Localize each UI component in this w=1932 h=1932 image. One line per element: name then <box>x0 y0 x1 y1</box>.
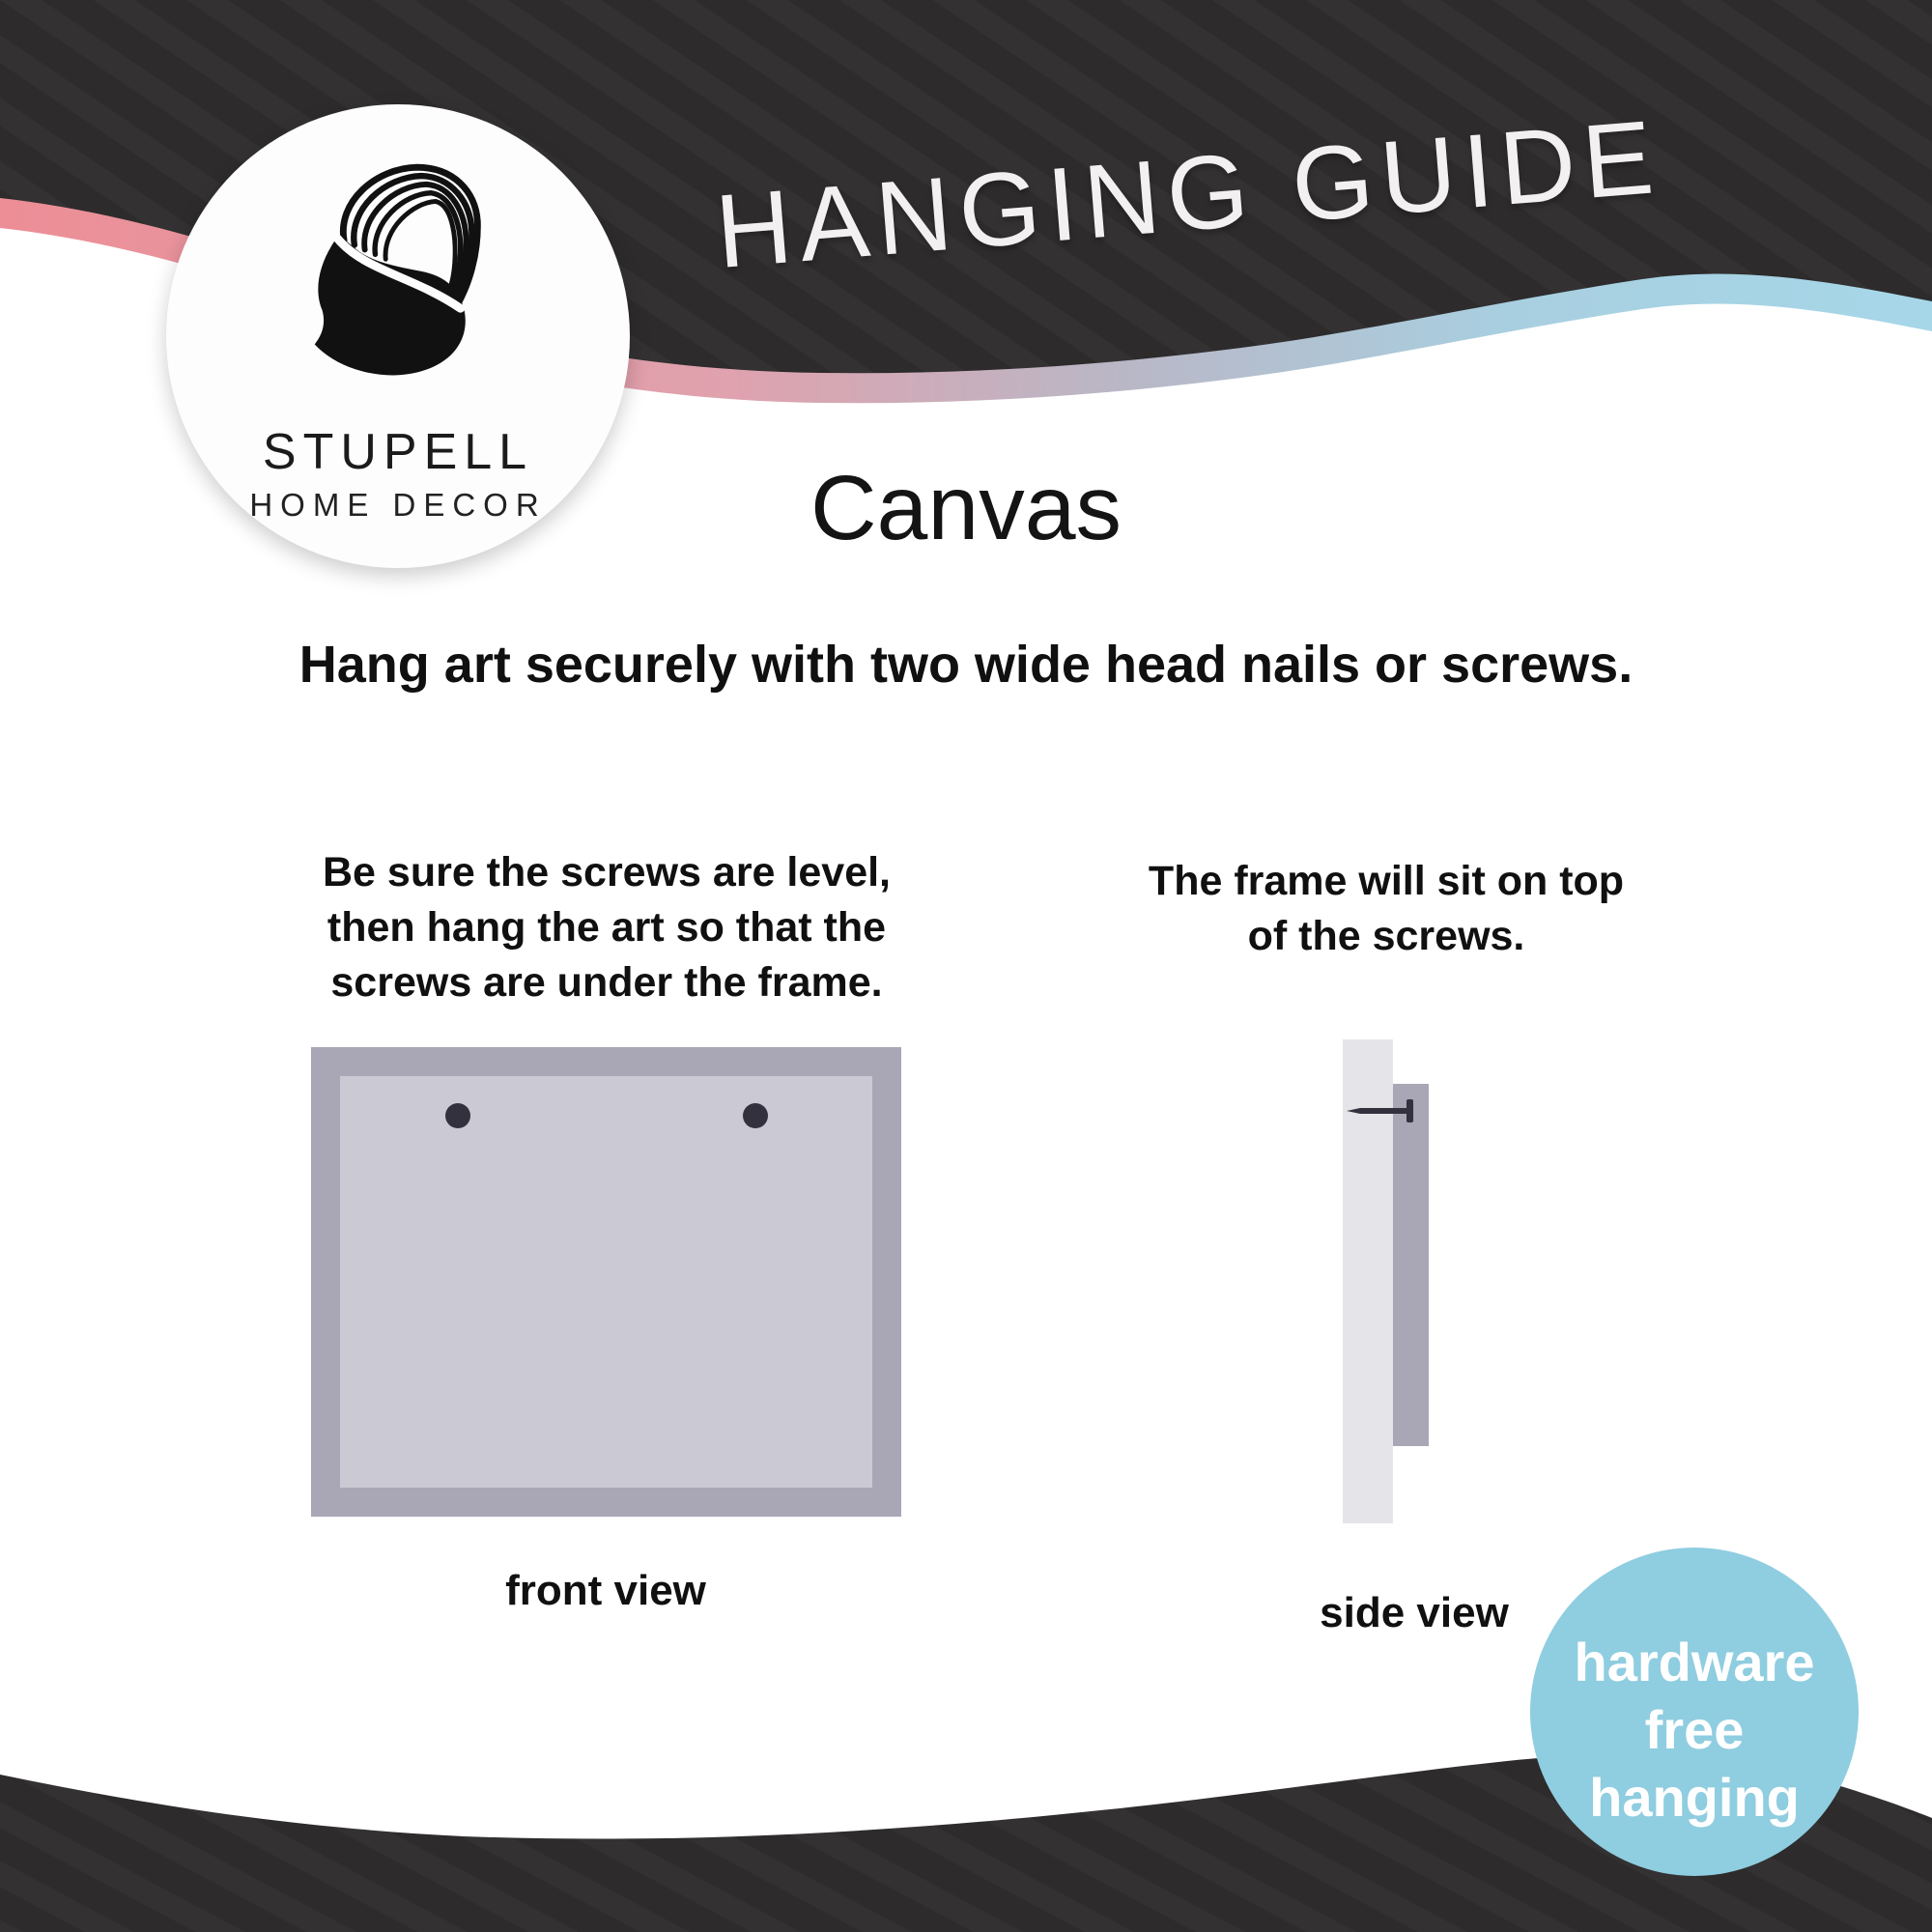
side-instruction-text <box>1096 854 1676 964</box>
hardware-free-badge <box>1530 1548 1859 1876</box>
badge-line: hardware <box>1574 1632 1815 1692</box>
product-heading: Canvas <box>810 457 1122 559</box>
nail-icon <box>1345 1097 1418 1124</box>
hardware-free-badge-text <box>1530 1629 1859 1832</box>
badge-line: free <box>1644 1699 1745 1760</box>
canvas-frame-inner-fill <box>340 1076 872 1488</box>
badge-line: hanging <box>1589 1767 1800 1828</box>
front-view-label: front view <box>505 1567 706 1614</box>
side-view-label: side view <box>1320 1589 1509 1636</box>
front-instruction-text <box>269 845 945 1010</box>
page-title: HANGING GUIDE <box>711 97 1665 291</box>
side-instruction-line: The frame will sit on top <box>1148 858 1625 904</box>
front-instruction-line: Be sure the screws are level, <box>322 849 892 895</box>
product-subtitle: Hang art securely with two wide head nails or screws. <box>298 636 1634 694</box>
canvas-frame-front-view <box>311 1047 901 1517</box>
canvas-frame-side-view <box>1393 1084 1429 1446</box>
front-instruction-line: then hang the art so that the <box>327 904 887 951</box>
brand-name: STUPELL <box>262 424 534 480</box>
screw-dot-icon <box>445 1103 470 1128</box>
screw-dot-icon <box>743 1103 768 1128</box>
side-instruction-line: of the screws. <box>1247 913 1525 959</box>
brand-tagline: HOME DECOR <box>249 487 547 523</box>
s-swoosh-logo-icon <box>301 151 491 392</box>
front-instruction-line: screws are under the frame. <box>330 959 883 1006</box>
